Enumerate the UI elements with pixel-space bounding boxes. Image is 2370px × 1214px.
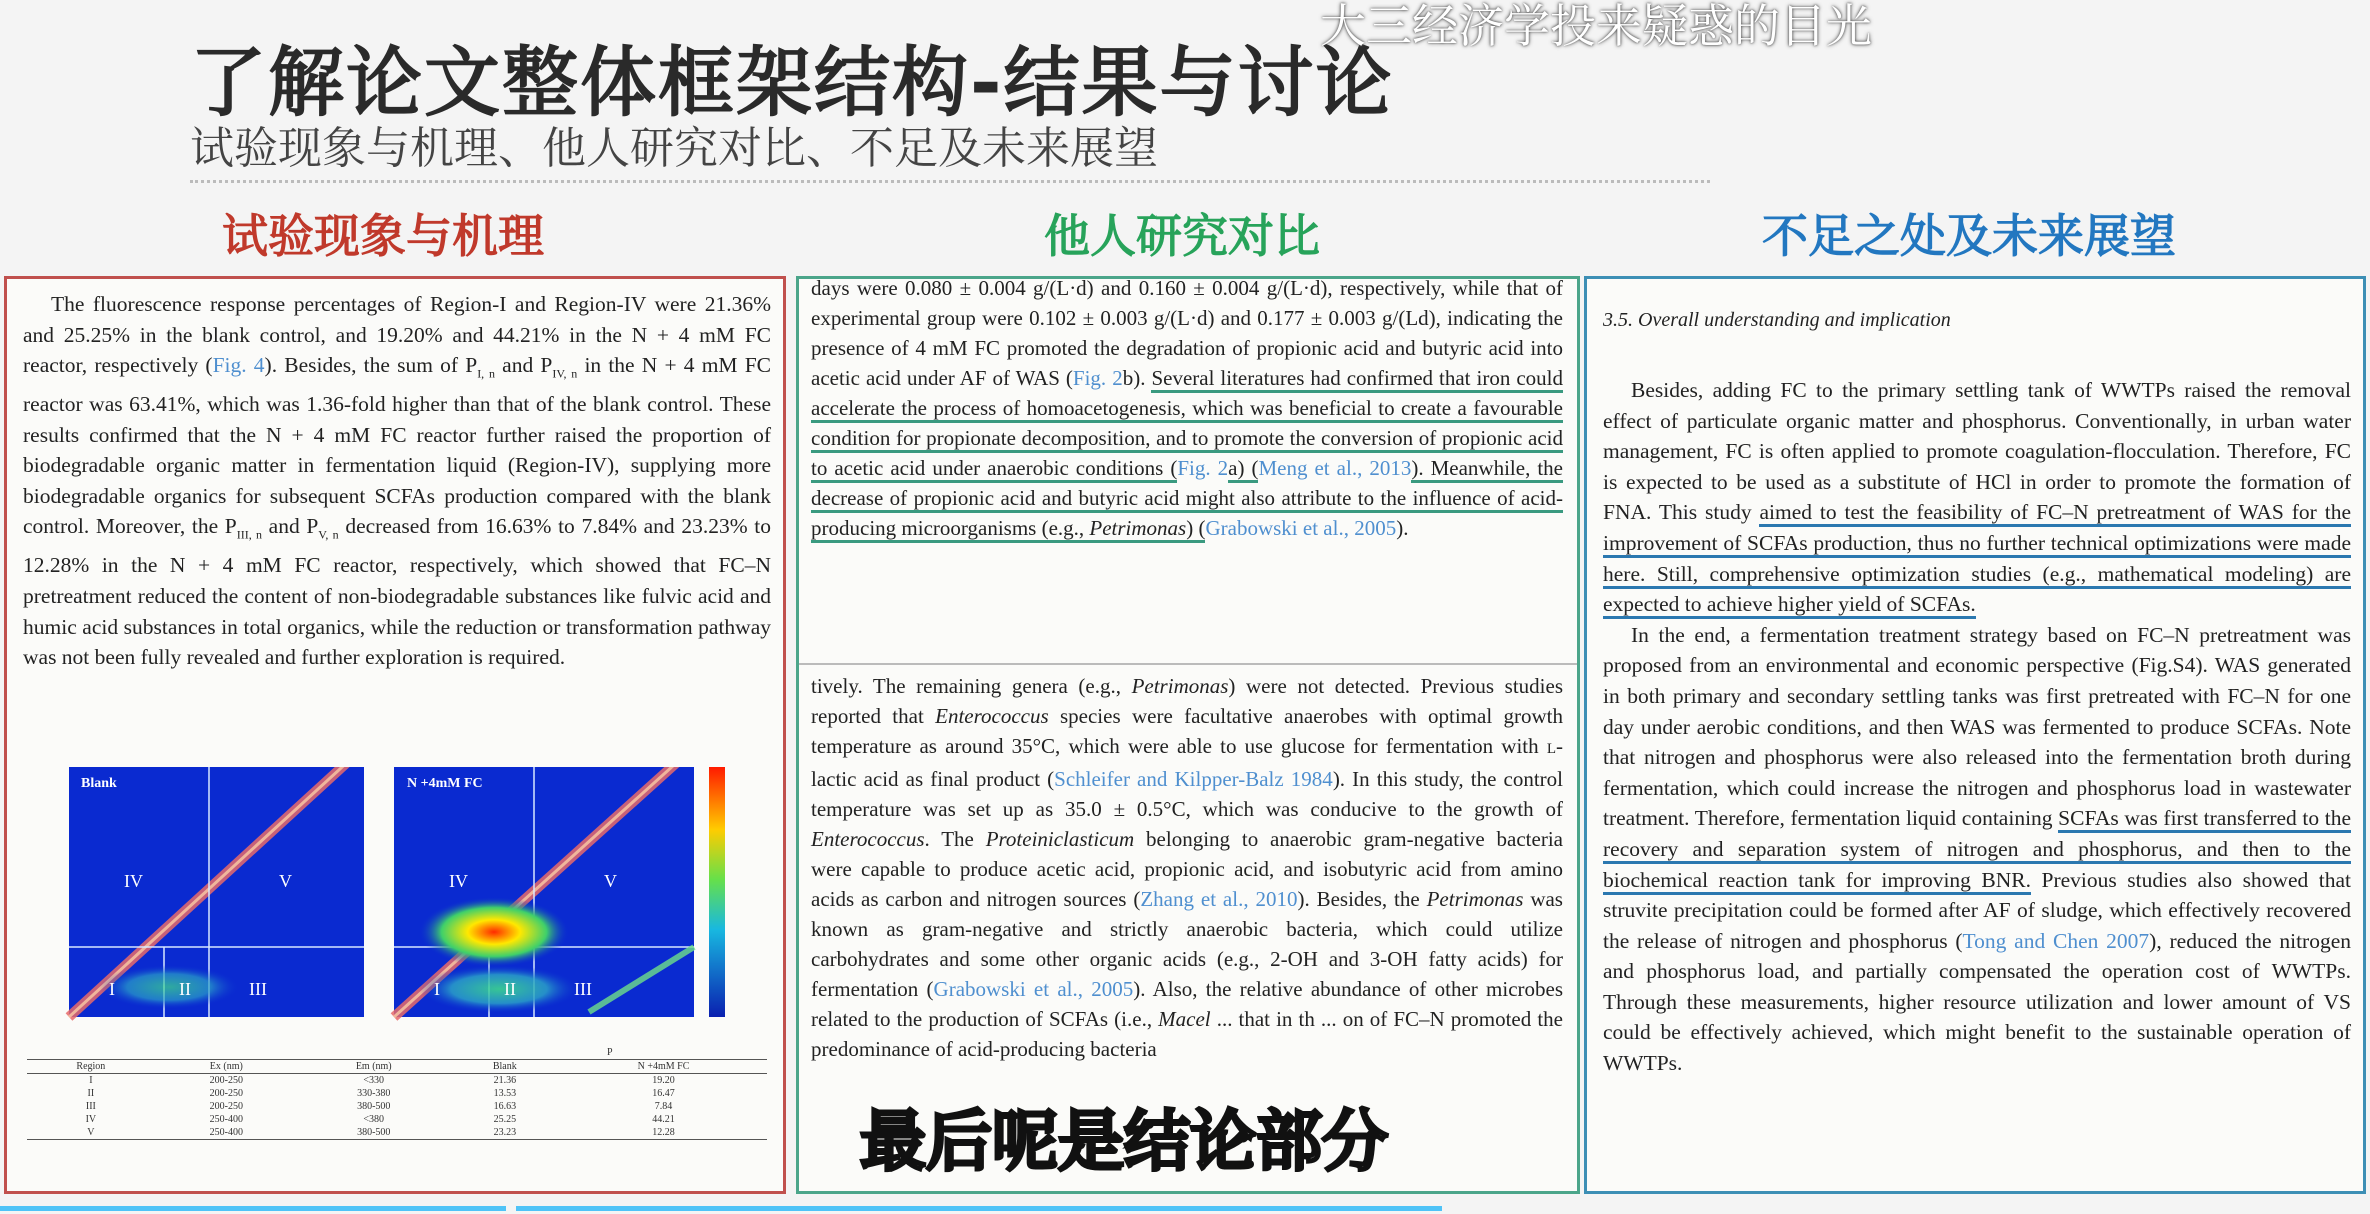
- clip-divider: [799, 663, 1580, 665]
- table-row: III 200-250 380-500 16.63 7.84: [85, 1101, 673, 1112]
- slide-title: 了解论文整体框架结构-结果与讨论: [190, 38, 1394, 127]
- table-row: IV 250-400 <380 25.25 44.21: [85, 1114, 675, 1125]
- svg-text:III: III: [574, 979, 592, 999]
- overlay-caption: 大三经济学投来疑惑的目光: [1320, 0, 1872, 53]
- citation-link[interactable]: Zhang et al., 2010: [1140, 887, 1298, 911]
- citation-link[interactable]: Fig. 2: [1177, 456, 1229, 480]
- video-subtitle: 最后呢是结论部分: [860, 1103, 1388, 1180]
- svg-text:V: V: [279, 871, 292, 891]
- table-p-header: P: [607, 1047, 613, 1058]
- progress-bar-segment[interactable]: [0, 1206, 506, 1211]
- svg-text:II: II: [504, 979, 516, 999]
- citation-link[interactable]: Meng et al., 2013: [1258, 456, 1412, 480]
- svg-text:I: I: [434, 979, 440, 999]
- panel-mechanism: [4, 276, 786, 1194]
- svg-text:II: II: [179, 979, 191, 999]
- citation-link[interactable]: Fig. 4: [212, 353, 265, 378]
- table-row: II 200-250 330-380 13.53 16.47: [87, 1088, 675, 1099]
- svg-text:III: III: [249, 979, 267, 999]
- column-title-outlook: 不足之处及未来展望: [1762, 209, 2176, 263]
- svg-text:V: V: [604, 871, 617, 891]
- svg-text:IV: IV: [124, 871, 143, 891]
- panel-comparison-top-text: days were 0.080 ± 0.004 g/(L·d) and 0.160 ± 0.004 g/(L·d), respectively, while that of experimental group were 0.102 ± 0.003 g/(L·d) and 0.177 ± 0.003 g/(Ld), indicating the presence of 4 mM FC promoted the degradation of propionic acid and butyric acid into acetic acid under AF of WAS (Fig. 2b). Several literatures had confirmed that iron could accelerate the process of homoacetogenesis, which was beneficial to create a favourable condition for propionate decomposition, and to promote the conversion of propionic acid to acetic acid under anaerobic conditions (Fig. 2a) (Meng et al., 2013). Meanwhile, the decrease of propionic acid and butyric acid might also attribute to the influence of acid-producing microorganisms (e.g., Petrimonas) (Grabowski et al., 2005).: [811, 276, 1563, 543]
- svg-text:I: I: [109, 979, 115, 999]
- panel-comparison-bottom-text: tively. The remaining genera (e.g., Petrimonas) were not detected. Previous studies reported that Enterococcus species were facultative anaerobes with optimal growth temperature as around 35°C, which were able to use glucose for fermentation with L-lactic acid as final product (Schleifer and Kilpper-Balz 1984). In this study, the control temperature was set up as 35.0 ± 0.5°C, which was conducive to the growth of Enterococcus. The Proteiniclasticum belonging to anaerobic gram-negative bacteria were capable to produce acetic acid, propionic acid, and isobutyric acid from amino acids as carbon and nitrogen sources (Zhang et al., 2010). Besides, the Petrimonas was known as gram-negative and strictly anaerobic bacteria, which could utilize carbohydrates and some other organic acids (e.g., 2-OH and 3-OH fatty acids) for fermentation (Grabowski et al., 2005). Also, the relative abundance of other microbes related to the production of SCFAs (i.e., Macel ... that in th ... on of FC–N promoted the predominance of acid-producing bacteria: [811, 674, 1564, 1061]
- region-table: Region Ex (nm) Em (nm) Blank N +4mM FC I 200-250 <330 21.36 19.20 II 200-250 330-380 13.53 16.47 III 200-250 380-500 16.63 7.84 IV 250-400 <380 25.25 44.21 V 250-400 380-500 23.23 12.28: [27, 1059, 767, 1140]
- panel-comparison: [796, 276, 1580, 1194]
- column-title-mechanism: 试验现象与机理: [222, 209, 544, 263]
- svg-text:IV: IV: [449, 871, 468, 891]
- fig-right-label: N +4mM FC: [407, 776, 483, 791]
- panel-outlook-text: Besides, adding FC to the primary settling tank of WWTPs raised the removal effect of particulate organic matter and phosphorus. Conventionally, in urban water management, FC is often applied to promote coagulation-flocculation. Therefore, FC is expected to be used as a substitute of HCl in order to promote the formation of FNA. This study aimed to test the feasibility of FC–N pretreatment of WAS for the improvement of SCFAs production, thus no further technical optimizations were made here. Still, comprehensive optimization studies (e.g., mathematical modeling) are expected to achieve higher yield of SCFAs. In the end, a fermentation treatment strategy based on FC–N pretreatment was proposed from an environmental and economic perspective (Fig.S4). WAS generated in both primary and secondary settling tanks was first pretreated with FC–N for one day under aerobic conditions, and then WAS was fermented to produce SCFAs. Note that nitrogen and phosphorus were also released into the fermentation broth during fermentation, which could increase the nitrogen and phosphorus load in wastewater treatment. Therefore, fermentation liquid containing SCFAs was first transferred to the recovery and separation system of nitrogen and phosphorus, and then to the biochemical reaction tank for improving BNR. Previous studies also showed that struvite precipitation could be formed after AF of sludge, which effectively recovered the release of nitrogen and phosphorus (Tong and Chen 2007), reduced the nitrogen and phosphorus load, and partially compensated the operation cost of WWTPs. Through these measurements, higher resource utilization and lower amount of VS could be effectively achieved, which might benefit to the sustainable operation of WWTPs.: [1603, 378, 2351, 1076]
- column-title-comparison: 他人研究对比: [1044, 209, 1320, 263]
- divider: [190, 180, 1710, 183]
- eem-figure: [29, 767, 729, 1047]
- fig-left-label: Blank: [81, 776, 117, 791]
- panel-outlook: [1584, 276, 2366, 1194]
- citation-link[interactable]: Schleifer and Kilpper-Balz 1984: [1054, 767, 1333, 791]
- panel-mechanism-text: The fluorescence response percentages of Region-I and Region-IV were 21.36% and 25.25% in the blank control, and 19.20% and 44.21% in the N + 4 mM FC reactor, respectively (Fig. 4). Besides, the sum of $P_{I, n}$ and $P_{IV, n}$ in the N + 4 mM FC reactor was 63.41%, which was 1.36-fold higher than that of the blank control. These results confirmed that the N + 4 mM FC reactor further raised the proportion of biodegradable organic matter in fermentation liquid (Region-IV), supplying more biodegradable organics for subsequent SCFAs production compared with the blank control. Moreover, the $P_{III, n}$ and $P_{V, n}$ decreased from 16.63% to 7.84% and 23.23% to 12.28% in the N + 4 mM FC reactor, respectively, which showed that FC–N pretreatment reduced the content of non-biodegradable substances like fulvic acid and humic acid substances in total organics, while the reduction or transformation pathway was not been fully revealed and further exploration is required.: [23, 292, 772, 670]
- table-row: V 250-400 380-500 23.23 12.28: [27, 1126, 767, 1140]
- citation-link[interactable]: Fig. 2: [1072, 366, 1123, 390]
- citation-link[interactable]: Tong and Chen 2007: [1962, 928, 2150, 953]
- citation-link[interactable]: Grabowski et al., 2005: [933, 977, 1134, 1001]
- slide-subtitle: 试验现象与机理、他人研究对比、不足及未来展望: [190, 123, 1158, 174]
- citation-link[interactable]: Grabowski et al., 2005: [1205, 516, 1397, 540]
- progress-bar-segment[interactable]: [516, 1206, 1442, 1211]
- section-heading: 3.5. Overall understanding and implication: [1603, 309, 1951, 331]
- table-row: I 200-250 <330 21.36 19.20: [89, 1075, 675, 1086]
